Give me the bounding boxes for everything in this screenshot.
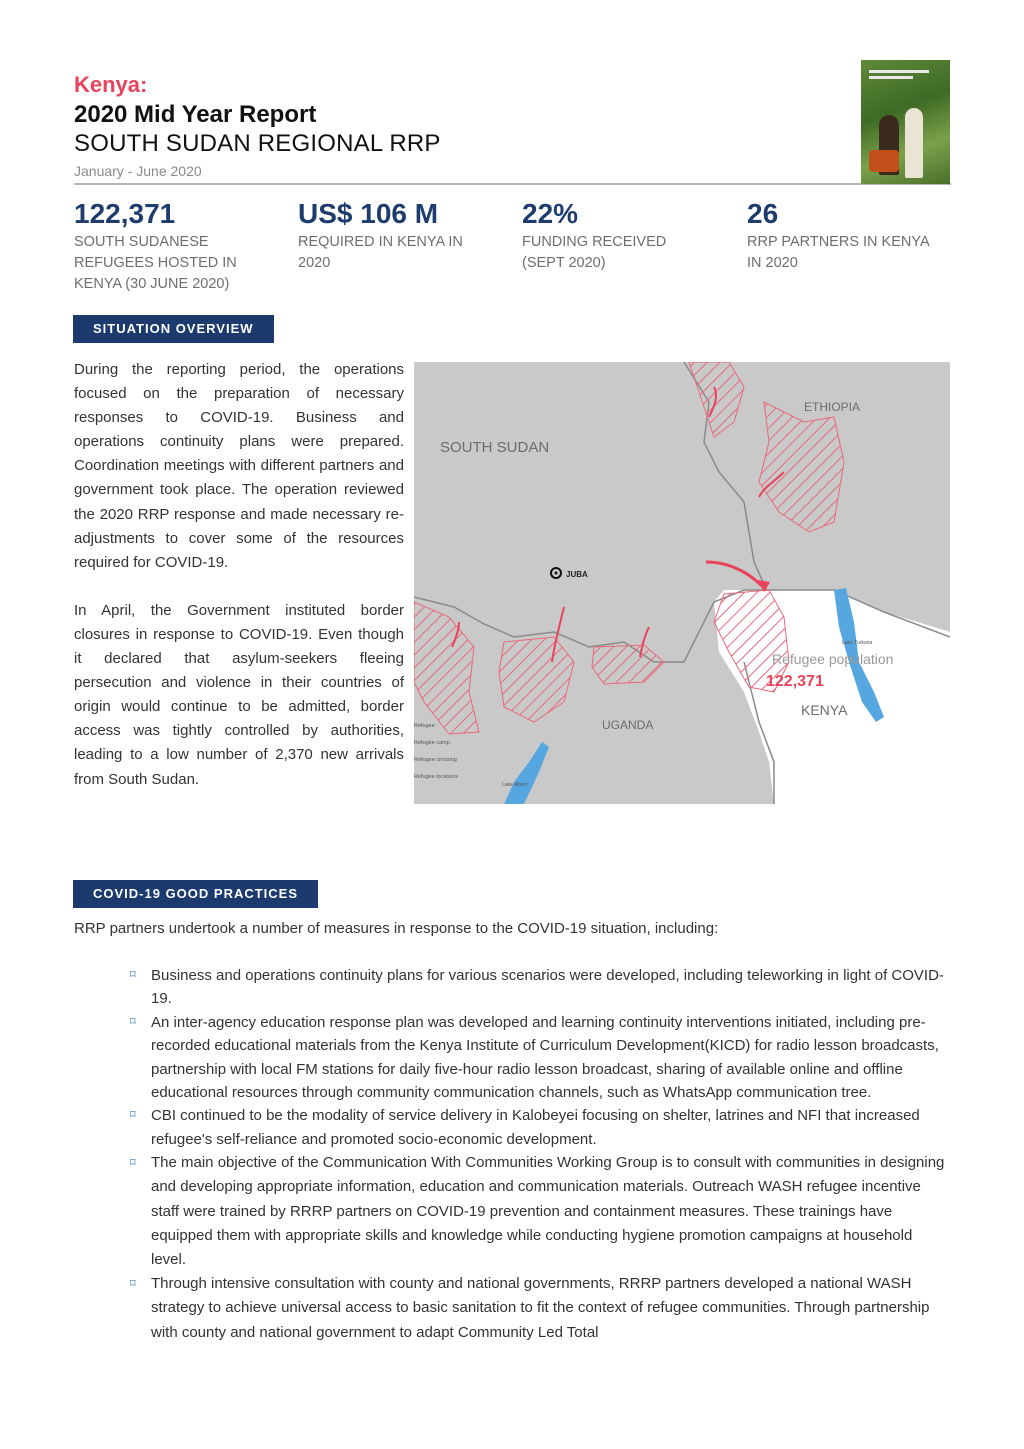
- bullet-icon: ⌑: [130, 1015, 136, 1028]
- legend-item: Refugee crossing: [414, 757, 457, 763]
- bullet-icon: ⌑: [130, 1157, 136, 1170]
- hatched-area: [592, 645, 664, 684]
- map-label-lake-turkana: Lake Turkana: [842, 640, 873, 646]
- report-period: January - June 2020: [74, 163, 202, 179]
- legend-item: Refugee: [414, 723, 435, 729]
- map-label-uganda: UGANDA: [602, 718, 654, 732]
- list-item-text: An inter-agency education response plan was developed and learning continuity interventions initiated, including pre-recorded educational materials from the Kenya Institute of Curriculum Development(KICD) for radio lesson broadcasts, partnership with local FM stations for daily five-hour radio lesson broadcast, sharing of available online and offline educational resources through community communication channels, such as WhatsApp communication tree.: [151, 1013, 939, 1102]
- list-item: [130, 1011, 950, 1105]
- stat-refugees: [74, 198, 264, 295]
- stat-partners: [747, 198, 947, 274]
- map-label-juba: JUBA: [566, 570, 588, 579]
- legend-item: Refugee locations: [414, 774, 459, 780]
- list-item-text: Through intensive consultation with county and national governments, RRRP partners developed a national WASH strategy to achieve universal access to basic sanitation to fit the context of refugee communities. Through partnership with county and national government to adapt Community Led Total: [151, 1275, 930, 1341]
- stat-required: [298, 198, 488, 274]
- stat-label: FUNDING RECEIVED (SEPT 2020): [522, 234, 667, 271]
- stat-value: US$ 106 M: [298, 198, 439, 229]
- list-item-text: CBI continued to be the modality of service delivery in Kalobeyei focusing on shelter, latrines and NFI that increased refugee's self-reliance and promoted socio-economic development.: [151, 1107, 920, 1148]
- lake-albert: [504, 742, 549, 804]
- bullet-icon: ⌑: [130, 969, 136, 981]
- overview-paragraph: During the reporting period, the operations focused on the preparation of necessary responses to COVID-19. Business and operations continuity plans were prepared. Coordination meetings with different partners and government took place. The operation reviewed the 2020 RRP response and made necessary re-adjustments to cover some of the resources required for COVID-19.: [74, 361, 404, 571]
- covid-measures-list: [130, 964, 950, 1345]
- map-label-refugee-value: 122,371: [766, 673, 824, 690]
- stat-label: SOUTH SUDANESE REFUGEES HOSTED IN KENYA (30 JUNE 2020): [74, 234, 237, 292]
- situation-overview-heading: SITUATION OVERVIEW: [73, 315, 274, 343]
- legend-item: Refugee camp: [414, 740, 450, 746]
- list-item: [130, 1151, 950, 1272]
- hatched-area: [759, 402, 844, 532]
- overview-paragraph: In April, the Government instituted border closures in response to COVID-19. Even though it declared that asylum-seekers fleeing persecution and violence in their countries of origin would continue to be admitted, border access was tightly controlled by authorities, leading to a low number of 2,370 new arrivals from South Sudan.: [74, 601, 404, 788]
- stat-label: RRP PARTNERS IN KENYA IN 2020: [747, 234, 929, 271]
- list-item-text: The main objective of the Communication With Communities Working Group is to consult with communities in designing and developing appropriate information, education and communication materials. Outreach WASH refugee incentive staff were trained by RRRP partners on COVID-19 prevention and containment measures. These trainings have equipped them with appropriate skills and knowledge while conducting hygiene promotion campaigns at household level.: [151, 1154, 945, 1269]
- hatched-area: [499, 637, 574, 722]
- list-item: [130, 1104, 950, 1151]
- stat-value: 122,371: [74, 198, 176, 229]
- map-label-south-sudan: SOUTH SUDAN: [440, 439, 550, 456]
- map-label-kenya: KENYA: [801, 702, 848, 718]
- cover-photo: [861, 60, 950, 184]
- list-item: [130, 1272, 950, 1345]
- stat-funding: [522, 198, 692, 274]
- header-divider: [74, 183, 951, 185]
- map-label-ethiopia: ETHIOPIA: [804, 400, 861, 414]
- covid-good-practices-heading: COVID-19 GOOD PRACTICES: [73, 880, 318, 908]
- stat-value: 22%: [522, 198, 579, 229]
- map-label-refugee-population: Refugee population: [772, 651, 894, 667]
- list-item-text: Business and operations continuity plans for various scenarios were developed, including teleworking in light of COVID-19.: [151, 967, 944, 1008]
- list-item: [130, 964, 950, 1011]
- refugee-arrow: [706, 562, 766, 590]
- situation-overview-text: [74, 358, 404, 792]
- bullet-icon: ⌑: [130, 1278, 136, 1291]
- map-label-lake-albert: Lake Albert: [502, 782, 528, 788]
- report-subtitle: SOUTH SUDAN REGIONAL RRP: [74, 130, 441, 157]
- regional-map: [414, 362, 950, 804]
- stat-value: 26: [747, 198, 779, 229]
- report-title: 2020 Mid Year Report: [74, 101, 317, 128]
- report-country: Kenya:: [74, 72, 148, 97]
- bullet-icon: ⌑: [130, 1109, 136, 1122]
- covid-intro-text: RRP partners undertook a number of measures in response to the COVID-19 situation, including:: [74, 920, 719, 937]
- hatched-area: [414, 602, 479, 734]
- map-svg: [414, 362, 950, 804]
- stat-label: REQUIRED IN KENYA IN 2020: [298, 234, 463, 271]
